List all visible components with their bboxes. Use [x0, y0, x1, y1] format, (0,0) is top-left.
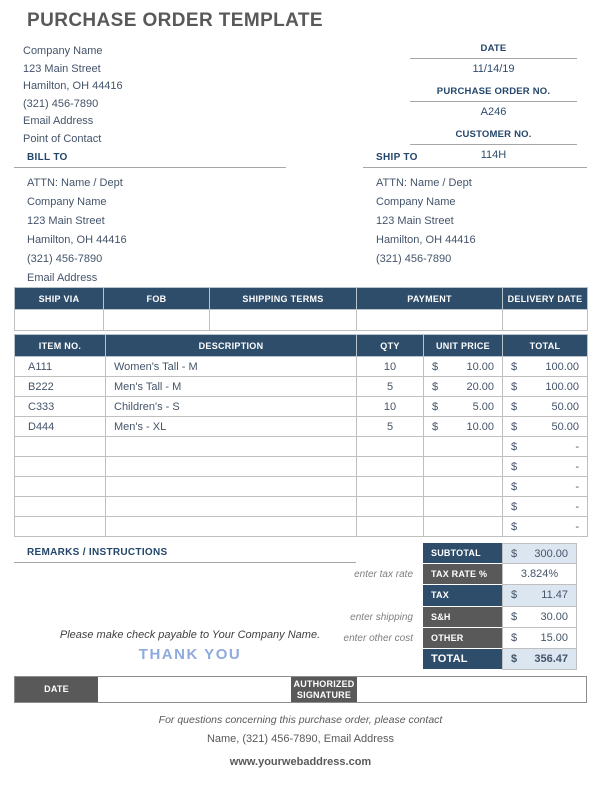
company-info-line: Hamilton, OH 44416	[23, 80, 123, 92]
order-meta-value[interactable]: A246	[410, 101, 577, 122]
thank-you-text: THANK YOU	[138, 646, 242, 663]
total-label-s-h: S&H	[423, 607, 502, 628]
amount: 50.00	[551, 400, 579, 413]
bill-to-line: (321) 456-7890	[27, 253, 103, 265]
item-row	[15, 417, 588, 437]
total-label-subtotal: SUBTOTAL	[423, 543, 502, 564]
item-qty-cell[interactable]: 5	[357, 377, 424, 397]
amount: 100.00	[545, 380, 579, 393]
unit-price-money	[424, 401, 502, 413]
currency-symbol: $	[511, 520, 518, 533]
currency-symbol: $	[511, 380, 518, 393]
signature-date-field[interactable]	[98, 677, 291, 702]
shipping-body	[15, 310, 588, 331]
total-label-tax: TAX	[423, 585, 502, 606]
currency-symbol: $	[511, 480, 518, 493]
item-unit-price-cell[interactable]	[424, 477, 503, 497]
total-value-cell	[502, 649, 577, 670]
ship-to-line: (321) 456-7890	[376, 253, 452, 265]
total-hint-text: enter shipping	[350, 611, 413, 623]
item-total-cell	[503, 477, 588, 497]
company-info-line: Company Name	[23, 45, 103, 57]
unit-price-money	[424, 421, 502, 433]
shipping-column-header: FOB	[104, 288, 210, 310]
shipping-empty-cell[interactable]	[104, 310, 210, 331]
total-money	[503, 521, 587, 533]
footer-web-address: www.yourwebaddress.com	[229, 756, 372, 768]
item-qty-cell[interactable]	[357, 457, 424, 477]
ship-to-line: ATTN: Name / Dept	[376, 177, 472, 189]
currency-symbol: $	[432, 380, 439, 393]
total-money	[503, 461, 587, 473]
total-value-cell[interactable]	[502, 607, 577, 628]
item-qty-cell[interactable]	[357, 497, 424, 517]
item-unit-price-cell[interactable]	[424, 357, 503, 377]
shipping-table	[14, 287, 588, 331]
items-column-header: UNIT PRICE	[424, 335, 503, 357]
total-label-total: TOTAL	[423, 649, 502, 670]
ship-to-block	[363, 152, 587, 288]
authorized-signature-label: AUTHORIZED SIGNATURE	[291, 677, 357, 702]
item-no-cell[interactable]	[15, 477, 106, 497]
authorized-signature-field[interactable]	[357, 677, 586, 702]
item-no-cell[interactable]	[15, 497, 106, 517]
amount: 356.47	[534, 653, 568, 666]
item-total-cell	[503, 517, 588, 537]
item-unit-price-cell[interactable]	[424, 497, 503, 517]
total-value-cell[interactable]	[502, 564, 577, 585]
total-row	[273, 564, 577, 585]
bill-to-line: 123 Main Street	[27, 215, 105, 227]
total-money	[503, 401, 587, 413]
total-value-cell	[502, 543, 577, 564]
total-value-cell	[502, 585, 577, 606]
total-hint-text: enter tax rate	[354, 569, 413, 581]
order-meta-group	[410, 86, 577, 122]
bill-ship-section	[14, 152, 587, 288]
item-description-cell[interactable]	[106, 477, 357, 497]
item-row	[15, 377, 588, 397]
company-info-line: (321) 456-7890	[23, 97, 99, 110]
order-meta-value[interactable]: 114H	[410, 144, 577, 165]
amount: -	[575, 460, 579, 473]
company-info-line: Point of Contact	[23, 132, 102, 145]
bill-to-line: Email Address	[27, 272, 98, 284]
amount: 100.00	[545, 360, 579, 373]
amount: 300.00	[534, 547, 568, 560]
item-no-cell[interactable]	[15, 437, 106, 457]
item-total-cell	[503, 457, 588, 477]
items-column-header: TOTAL	[503, 335, 588, 357]
amount: 50.00	[551, 420, 579, 433]
currency-symbol: $	[511, 460, 518, 473]
currency-symbol: $	[432, 360, 439, 373]
ship-to-lines	[363, 168, 587, 269]
amount: 10.00	[466, 360, 494, 373]
shipping-column-header: DELIVERY DATE	[503, 288, 588, 310]
item-empty-row	[15, 517, 588, 537]
total-money	[503, 501, 587, 513]
item-total-cell	[503, 397, 588, 417]
ship-to-line: Hamilton, OH 44416	[376, 234, 476, 246]
bill-to-heading: BILL TO	[14, 152, 286, 168]
currency-symbol: $	[511, 589, 518, 602]
amount: 5.00	[472, 400, 494, 413]
item-empty-row	[15, 477, 588, 497]
items-header-row	[15, 335, 588, 357]
item-total-cell	[503, 377, 588, 397]
item-qty-cell[interactable]: 10	[357, 357, 424, 377]
item-empty-row	[15, 437, 588, 457]
item-qty-cell[interactable]: 10	[357, 397, 424, 417]
currency-symbol: $	[432, 400, 439, 413]
item-no-cell[interactable]: B222	[15, 377, 106, 397]
unit-price-money	[424, 381, 502, 393]
currency-symbol: $	[432, 420, 439, 433]
company-info-line: Email Address	[23, 115, 94, 127]
amount: 30.00	[540, 610, 568, 623]
currency-symbol: $	[511, 400, 518, 413]
currency-symbol: $	[511, 631, 518, 644]
item-unit-price-cell[interactable]	[424, 417, 503, 437]
amount: -	[575, 480, 579, 493]
order-meta-group	[410, 43, 577, 79]
items-column-header: QTY	[357, 335, 424, 357]
currency-symbol: $	[511, 653, 518, 666]
footer-contact-note: For questions concerning this purchase order, please contact	[158, 714, 443, 726]
item-description-cell[interactable]: Children's - S	[106, 397, 357, 417]
item-total-cell	[503, 417, 588, 437]
shipping-column-header: PAYMENT	[357, 288, 503, 310]
item-total-cell	[503, 357, 588, 377]
total-row	[273, 607, 577, 628]
payable-note: Please make check payable to Your Company Name.	[59, 629, 321, 641]
item-unit-price-cell[interactable]	[424, 437, 503, 457]
item-unit-price-cell[interactable]	[424, 397, 503, 417]
amount: 10.00	[466, 420, 494, 433]
total-money	[503, 381, 587, 393]
currency-symbol: $	[511, 500, 518, 513]
total-money	[503, 441, 587, 453]
items-column-header: ITEM NO.	[15, 335, 106, 357]
order-meta-label: DATE	[480, 43, 507, 54]
amount: -	[575, 440, 579, 453]
shipping-header-row	[15, 288, 588, 310]
currency-symbol: $	[511, 420, 518, 433]
items-table	[14, 334, 588, 537]
shipping-empty-cell[interactable]	[15, 310, 104, 331]
shipping-empty-cell[interactable]	[503, 310, 588, 331]
item-unit-price-cell[interactable]	[424, 457, 503, 477]
remarks-heading: REMARKS / INSTRUCTIONS	[14, 543, 356, 563]
item-qty-cell[interactable]	[357, 477, 424, 497]
item-description-cell[interactable]	[106, 437, 357, 457]
bill-to-lines	[14, 168, 286, 288]
total-money	[503, 481, 587, 493]
item-no-cell[interactable]: A111	[15, 357, 106, 377]
item-row	[15, 397, 588, 417]
item-qty-cell[interactable]	[357, 517, 424, 537]
item-no-cell[interactable]: D444	[15, 417, 106, 437]
unit-price-money	[424, 361, 502, 373]
bill-to-line: ATTN: Name / Dept	[27, 177, 123, 189]
ship-to-line: 123 Main Street	[376, 215, 454, 227]
shipping-empty-row	[15, 310, 588, 331]
items-body	[15, 357, 588, 537]
shipping-empty-cell[interactable]	[357, 310, 503, 331]
shipping-column-header: SHIPPING TERMS	[210, 288, 357, 310]
items-column-header: DESCRIPTION	[106, 335, 357, 357]
ship-to-heading: SHIP TO	[363, 152, 587, 168]
item-total-cell	[503, 437, 588, 457]
bill-to-line: Hamilton, OH 44416	[27, 234, 127, 246]
currency-symbol: $	[511, 610, 518, 623]
item-description-cell[interactable]	[106, 517, 357, 537]
item-description-cell[interactable]: Men's - XL	[106, 417, 357, 437]
item-no-cell[interactable]	[15, 457, 106, 477]
amount: -	[575, 520, 579, 533]
order-meta-label: PURCHASE ORDER NO.	[436, 86, 551, 97]
item-total-cell	[503, 497, 588, 517]
total-row	[273, 543, 577, 564]
amount: 15.00	[540, 631, 568, 644]
company-info-line: 123 Main Street	[23, 62, 101, 75]
currency-symbol: $	[511, 360, 518, 373]
currency-symbol: $	[511, 440, 518, 453]
bill-to-block	[14, 152, 286, 288]
item-no-cell[interactable]	[15, 517, 106, 537]
company-info	[23, 43, 123, 148]
shipping-column-header: SHIP VIA	[15, 288, 104, 310]
signature-bar	[14, 676, 587, 703]
item-qty-cell[interactable]	[357, 437, 424, 457]
amount: -	[575, 500, 579, 513]
currency-symbol: $	[511, 547, 518, 560]
order-meta-label: CUSTOMER NO.	[455, 129, 532, 140]
item-no-cell[interactable]: C333	[15, 397, 106, 417]
item-description-cell[interactable]	[106, 497, 357, 517]
signature-date-label: DATE	[15, 677, 98, 702]
amount: 11.47	[541, 589, 568, 602]
total-hint-text: enter other cost	[343, 632, 413, 644]
item-empty-row	[15, 457, 588, 477]
ship-to-line: Company Name	[376, 196, 456, 208]
total-money	[503, 421, 587, 433]
order-meta-value[interactable]: 11/14/19	[410, 58, 577, 79]
footer-contact-details: Name, (321) 456-7890, Email Address	[206, 733, 395, 745]
item-description-cell[interactable]: Women's Tall - M	[106, 357, 357, 377]
item-empty-row	[15, 497, 588, 517]
total-row	[273, 585, 577, 606]
item-qty-cell[interactable]: 5	[357, 417, 424, 437]
item-description-cell[interactable]	[106, 457, 357, 477]
shipping-empty-cell[interactable]	[210, 310, 357, 331]
item-description-cell[interactable]: Men's Tall - M	[106, 377, 357, 397]
footer	[0, 714, 601, 768]
total-value-cell[interactable]	[502, 628, 577, 649]
total-money	[503, 361, 587, 373]
amount: 3.824%	[520, 568, 559, 581]
bill-to-line: Company Name	[27, 196, 107, 208]
item-row	[15, 357, 588, 377]
total-label-other: OTHER	[423, 628, 502, 649]
amount: 20.00	[466, 380, 494, 393]
item-unit-price-cell[interactable]	[424, 377, 503, 397]
page-title: PURCHASE ORDER TEMPLATE	[27, 10, 323, 31]
total-label-tax-rate-: TAX RATE %	[423, 564, 502, 585]
item-unit-price-cell[interactable]	[424, 517, 503, 537]
